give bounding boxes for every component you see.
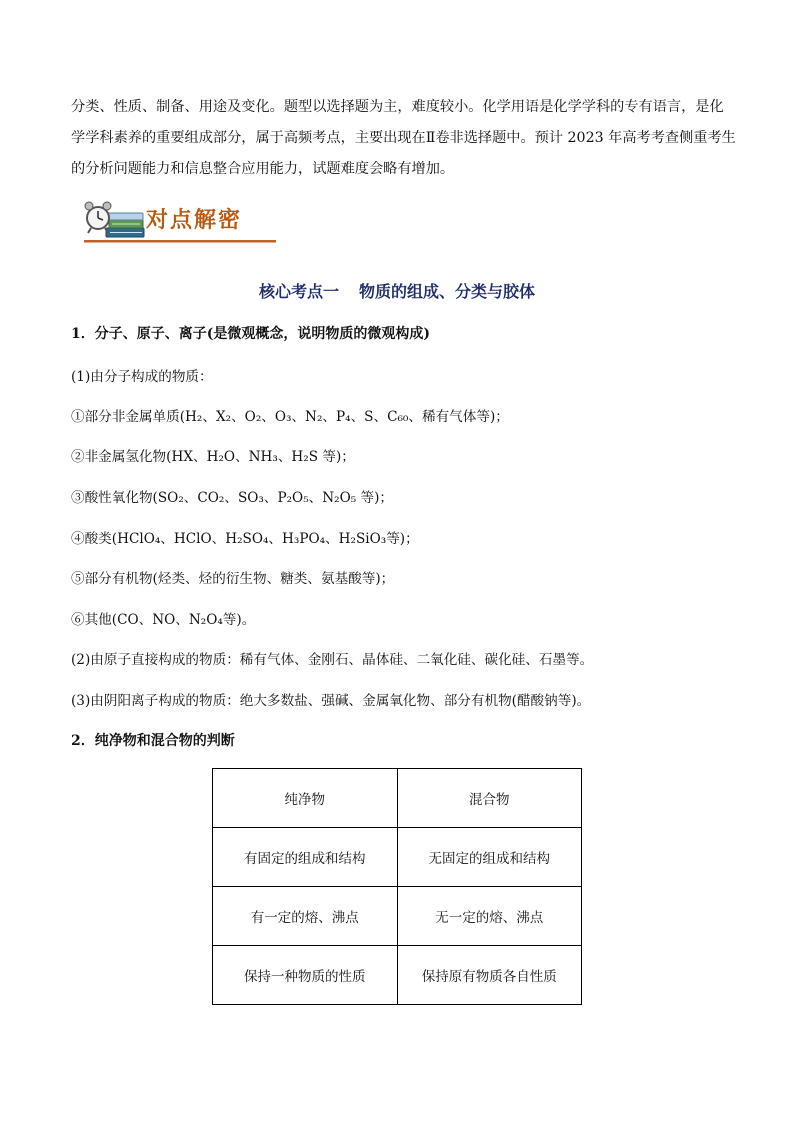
item-nonmetal-hydrides: ②非金属氢化物(HX、H₂O、NH₃、H₂S 等)； [71, 449, 355, 465]
table-cell: 有固定的组成和结构 [213, 828, 398, 887]
table-cell: 保持原有物质各自性质 [397, 946, 582, 1005]
table-row [213, 828, 582, 887]
intro-line-2: 学学科素养的重要组成部分，属于高频考点，主要出现在Ⅱ卷非选择题中。预计 2023 年高考考查侧重考生 [71, 130, 736, 146]
section-name: 物质的组成、分类与胶体 [359, 282, 536, 301]
table-cell: 无一定的熔、沸点 [397, 887, 582, 946]
table-cell: 纯净物 [213, 769, 398, 828]
sub-atomic-substances: (2)由原子直接构成的物质：稀有气体、金刚石、晶体硅、二氧化硅、碳化硅、石墨等。 [71, 652, 594, 668]
sub-molecular-substances: (1)由分子构成的物质： [71, 369, 213, 385]
section-prefix: 核心考点一 [258, 282, 339, 301]
table-cell: 保持一种物质的性质 [213, 946, 398, 1005]
intro-line-1: 分类、性质、制备、用途及变化。题型以选择题为主，难度较小。化学用语是化学学科的专有语言，是化 [71, 99, 724, 115]
table-cell: 无固定的组成和结构 [397, 828, 582, 887]
intro-line-3: 的分析问题能力和信息整合应用能力，试题难度会略有增加。 [71, 161, 455, 177]
table-row [213, 769, 582, 828]
banner-title: 对点解密 [146, 208, 243, 233]
item-nonmetal-elements: ①部分非金属单质(H₂、X₂、O₂、O₃、N₂、P₄、S、C₆₀、稀有气体等)； [71, 409, 509, 425]
table-cell: 混合物 [397, 769, 582, 828]
section-title [0, 279, 794, 302]
table-row [213, 946, 582, 1005]
item-acidic-oxides: ③酸性氧化物(SO₂、CO₂、SO₃、P₂O₅、N₂O₅ 等)； [71, 490, 393, 506]
heading-pure-vs-mixture: 2．纯净物和混合物的判断 [71, 733, 235, 749]
table-row [213, 887, 582, 946]
item-acids: ④酸类(HClO₄、HClO、H₂SO₄、H₃PO₄、H₂SiO₃等)； [71, 531, 419, 547]
intro-paragraph [71, 92, 736, 185]
item-organics: ⑤部分有机物(烃类、烃的衍生物、糖类、氨基酸等)； [71, 571, 395, 587]
pure-mixture-table [212, 768, 582, 1005]
sub-ionic-substances: (3)由阴阳离子构成的物质：绝大多数盐、强碱、金属氧化物、部分有机物(醋酸钠等)。 [71, 693, 591, 709]
heading-molecules-atoms-ions: 1．分子、原子、离子(是微观概念，说明物质的微观构成) [71, 326, 430, 342]
table-cell: 有一定的熔、沸点 [213, 887, 398, 946]
item-others: ⑥其他(CO、NO、N₂O₄等)。 [71, 612, 256, 628]
